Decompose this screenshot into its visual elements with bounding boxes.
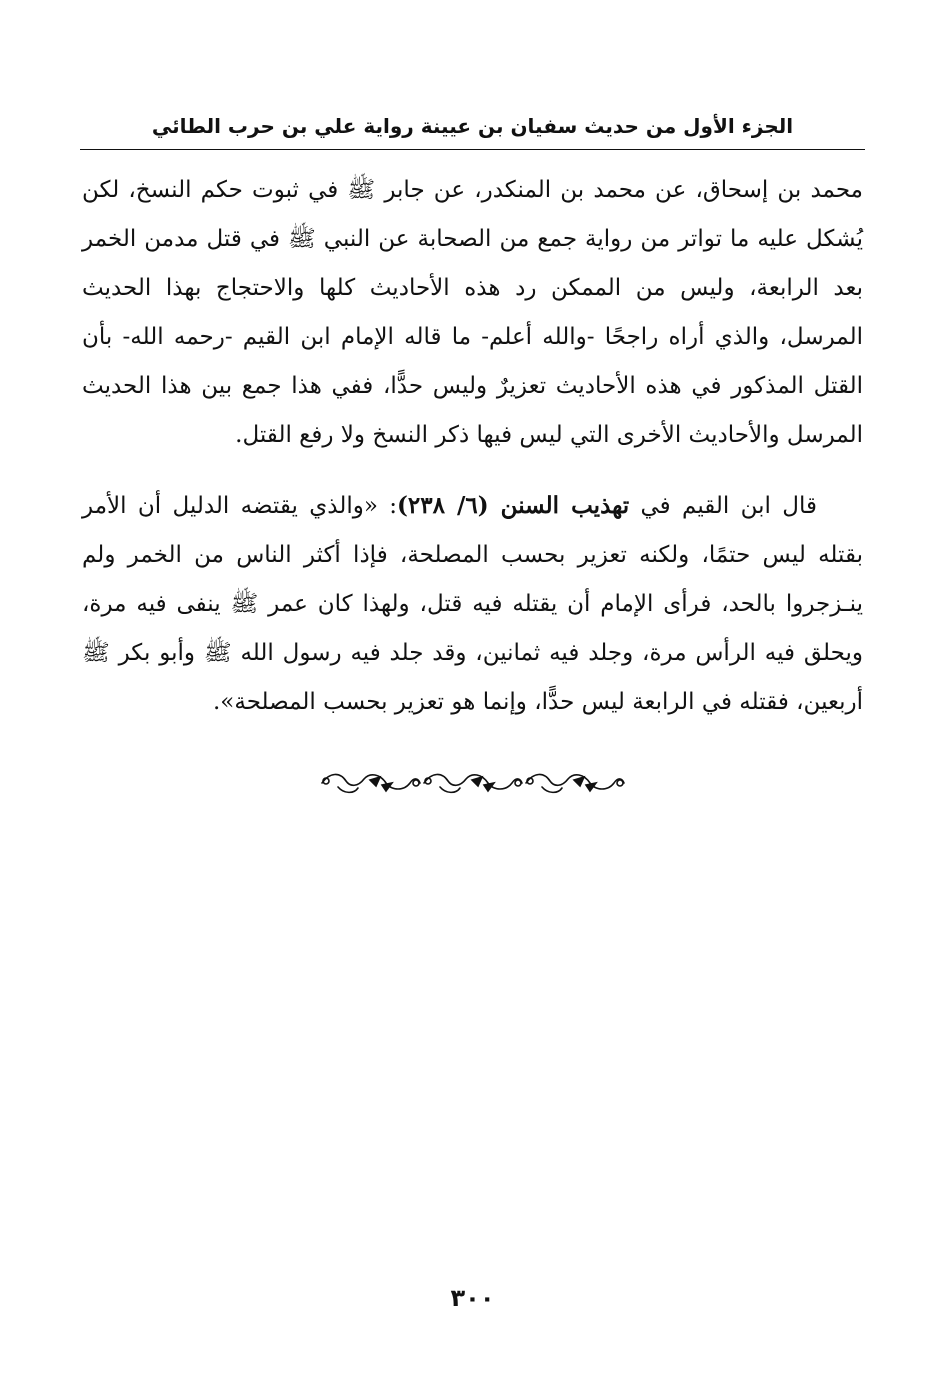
- page-number: ٣٠٠: [450, 1284, 495, 1312]
- paragraph-2-lead: قال ابن القيم في: [640, 493, 817, 519]
- book-citation: تهذيب السنن (٦/ ٢٣٨): [397, 492, 630, 519]
- ibn-qayyim-quote: : «والذي يقتضه الدليل أن الأمر بقتله ليس حتمًا، ولكنه تعزير بحسب المصلحة، فإذا أكثر الناس من الخمر ولم ينـزجروا بالحد، فرأى الإمام أن يقتله فيه قتل، ولهذا كان عمر ﷺ ينفى فيه مرة، ويحلق فيه الرأس مرة، وجلد فيه ثمانين، وقد جلد فيه رسول الله ﷺ وأبو بكر ﷺ أربعين، فقتله في الرابعة ليس حدًّا، وإنما هو تعزير بحسب المصلحة».: [82, 493, 863, 715]
- floral-divider-graphic: [318, 766, 628, 800]
- paragraph-1: محمد بن إسحاق، عن محمد بن المنكدر، عن جابر ﷺ في ثبوت حكم النسخ، لكن يُشكل عليه ما تواتر من رواية جمع من الصحابة عن النبي ﷺ في قتل مدمن الخمر بعد الرابعة، وليس من الممكن رد هذه الأحاديث كلها والاحتجاج بهذا الحديث المرسل، والذي أراه راجحًا -والله أعلم- ما قاله الإمام ابن القيم -رحمه الله- بأن القتل المذكور في هذه الأحاديث تعزيرٌ وليس حدًّا، ففي هذا جمع بين هذا الحديث المرسل والأحاديث الأخرى التي ليس فيها ذكر النسخ ولا رفع القتل.: [82, 177, 863, 448]
- floral-motif-icon: [424, 774, 522, 792]
- main-text: [82, 166, 863, 727]
- floral-divider-icon: [318, 766, 628, 800]
- header-rule: [80, 149, 865, 150]
- paragraph-2: [82, 481, 863, 727]
- floral-motif-icon: [526, 774, 624, 792]
- floral-motif-icon: [322, 774, 420, 792]
- running-header: الجزء الأول من حديث سفيان بن عيينة رواية علي بن حرب الطائي: [151, 114, 794, 138]
